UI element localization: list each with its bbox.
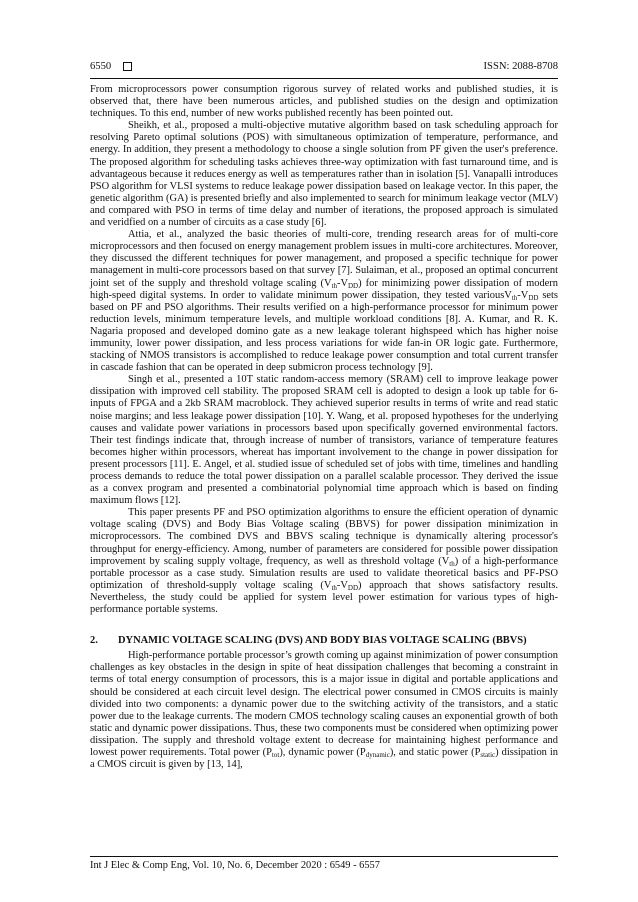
header-left: [90, 61, 132, 72]
section-heading: [90, 635, 558, 647]
paragraph-6: High-performance portable processor’s growth coming up against minimization of power consumption challenges as key obstacles in the design in spite of heat dissipation challenges that becoming a constraint in terms of total energy consumption of processors, this is a major issue in digital and portable applications and should be considered at each circuit level design. The electrical power consumed in CMOS circuits is mainly divided into two components: a dynamic power due to the switching activity of the transistors, and a static power due to the leakage currents. The modern CMOS technology scaling causes an exponential growth of both static and dynamic power dissipations. Thus, these two components must be considered when optimizing power dissipation. The supply and threshold voltage extent to decrease for maintaining highest performance and lowest power requirements. Total power $(P_{tot})$, dynamic power $(P_{dynamic})$, and static power $(P_{static})$ dissipation in a CMOS circuit is given by [13, 14],: [90, 650, 559, 771]
body-text: [90, 84, 558, 771]
paragraph-3: Attia, et al., analyzed the basic theories of multi-core, trending research areas for of multi-core microprocessors and then focused on energy management problem issues in multi-core architectures. Moreover, they discussed the different techniques for power management, and proposed a specific technique for power management in multi-core processors based on that survey [7]. Sulaiman, et al., proposed an optimal concurrent joint set of the supply and threshold voltage scaling $(V_{th}-V_{DD})$ for minimizing power dissipation of modern high-speed digital systems. In order to validate minimum power dissipation, they tested $variousV_{th}-V_{DD}$ sets based on PF and PSO algorithms. Their results verified on a high-performance processor for minimum power reduction levels, minimum temperature levels, and multiple workload conditions [8]. A. Kumar, and R. K. Nagaria proposed and developed domino gate as a new leakage tolerant highspeed which has higher noise immunity, lower power dissipation, and less process variations for wide fan-in OR logic gate. Furthermore, stacking of NMOS transistors is accomplished to reduce leakage power consumption and total current transfer in cascade fashion that can be operated in deep submicron process technology [9].: [90, 229, 558, 374]
section-number: 2.: [90, 635, 98, 647]
paragraph-5: This paper presents PF and PSO optimization algorithms to ensure the efficient operation of dynamic voltage scaling (DVS) and Body Bias Voltage scaling (BBVS) for power dissipation minimization in microprocessors. The combined DVS and BBVS scaling technique is dynamically altering processor's throughput for energy-efficiency. Among, number of parameters are considered for possible power dissipation improvement by scaling supply voltage, frequency, as well as threshold voltage $(V_{th})$ of a high-performance portable processor as a case study. Simulation results are used to validate theoretical basics and PF-PSO optimization of threshold-supply voltage scaling $(V_{th}-V_{DD})$ approach that shows satisfactory results. Nevertheless, the study could be applied for system level power estimation for various types of high-performance portable systems.: [90, 507, 558, 616]
paragraph-2: Sheikh, et al., proposed a multi-objective mutative algorithm based on task scheduling approach for resolving Pareto optimal solutions (POS) with simultaneous optimization of temperature, performance, and energy. In addition, they present a methodology to choose a single solution from PF given the user's preference. The proposed algorithm for scheduling tasks achieves three-way optimization with fast turnaround time, and is advantageous because it reduces energy as well as temperatures rather than in isolation [5]. Vanapalli introduces PSO algorithm for VLSI systems to reduce leakage power dissipation based on leakage vector. In this paper, the genetic algorithm (GA) is presented briefly and also implemented to search for minimum leakage vector (MLV) and compared with PSO in terms of time delay and number of iterations, the proposed approach is simulated and veridfied on a number of circuits as a case study [6].: [90, 120, 558, 229]
running-header: [90, 56, 558, 76]
footer-citation: Int J Elec & Comp Eng, Vol. 10, No. 6, December 2020 : 6549 - 6557: [90, 860, 380, 871]
header-rule: [90, 78, 558, 79]
paragraph-4: Singh et al., presented a 10T static random-access memory (SRAM) cell to improve leakage power dissipation with improved cell stability. The proposed SRAM cell is adopted to design a look up table for 6-inputs of FPGA and a 2kb SRAM macroblock. They achieved superior results in terms of write and read static noise margins; and less leakage power dissipation [10]. Y. Wang, et al. proposed hypotheses for the underlying causes and validate power variations in processors based upon specifically governed environmental factors. Their test findings indicate that, through increase of number of transistors, variance of temperature features becomes higher within processors, whereat has important involvement to the change in power dissipation for present processors [11]. E. Angel, et al. studied issue of scheduled set of jobs with time, timelines and handling process demands to reduce the total power dissipation on a parallel scalable processor. They derived the issue as a convex program and presented a combinatorial polynomial time approach which is based on finding maximum flows [12].: [90, 374, 558, 507]
footer-rule: [90, 856, 558, 857]
square-box-icon: [123, 62, 132, 71]
paragraph-1: From microprocessors power consumption rigorous survey of related works and published studies, it is observed that, there have been numerous articles, and published studies on the design and optimization techniques. To this end, number of new works published recently has been pointed out.: [90, 84, 558, 120]
section-title: DYNAMIC VOLTAGE SCALING (DVS) AND BODY BIAS VOLTAGE SCALING (BBVS): [118, 635, 527, 647]
journal-issn: ISSN: 2088-8708: [483, 60, 558, 72]
page-number: 6550: [90, 60, 112, 72]
